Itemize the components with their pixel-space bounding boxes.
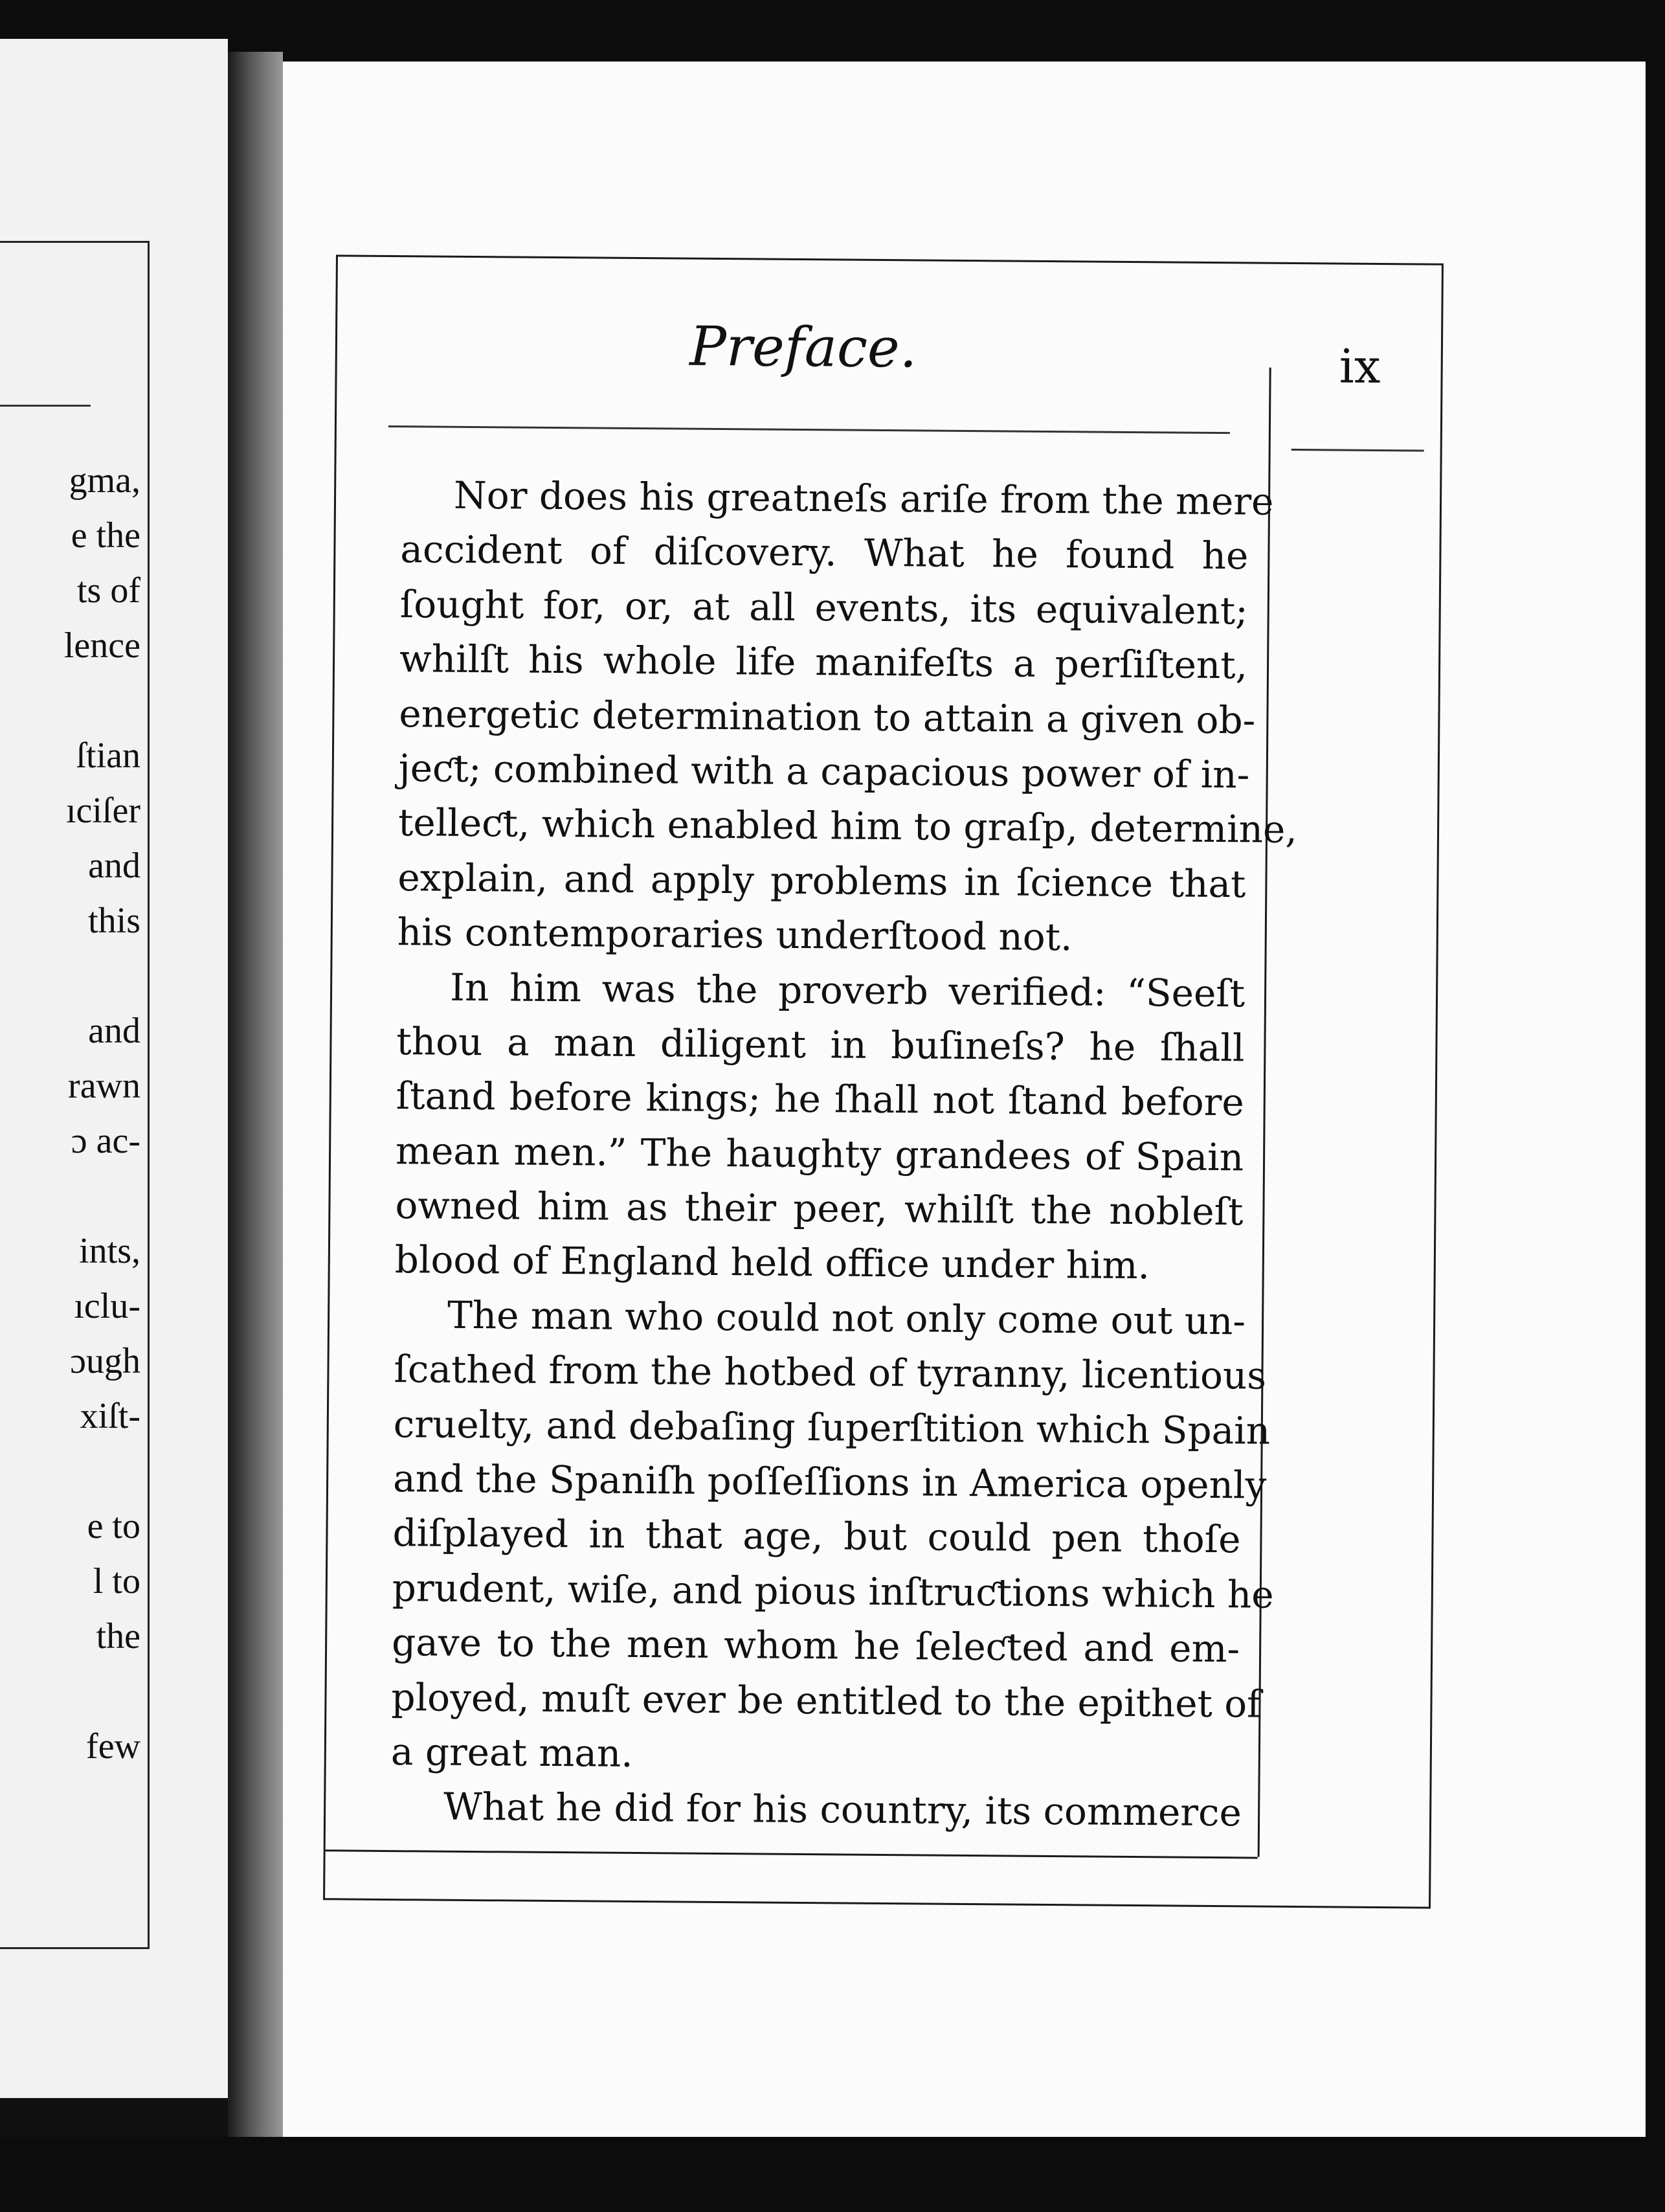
text-line: owned him as their peer, whilſt the nobleſt — [395, 1183, 1244, 1234]
left-page-line — [64, 1444, 140, 1499]
text-line: gave to the men whom he ſeleƈted and em- — [391, 1620, 1240, 1671]
left-page-line: gma, — [69, 460, 140, 501]
text-line: The man who could not only come out un- — [447, 1292, 1246, 1344]
book-gutter — [228, 52, 283, 2150]
text-line: ſtand before kings; he ſhall not ſtand before — [396, 1074, 1245, 1125]
text-line: and the Spaniſh poſſeſſions in America openly — [392, 1456, 1267, 1507]
text-line: whilſt his whole life manifeſts a perſiſtent, — [399, 637, 1248, 688]
left-page-line: xiſt- — [80, 1396, 140, 1436]
text-line: accident of diſcovery. What he found he — [400, 527, 1249, 578]
text-line: jeƈt; combined with a capacious power of in- — [398, 746, 1250, 797]
left-page-line: ıciſer — [65, 791, 140, 831]
left-page-line: e to — [87, 1506, 140, 1546]
scan-border-bottom — [0, 2137, 1665, 2212]
left-page-line: ɔ ac- — [71, 1121, 140, 1161]
text-line: prudent, wiſe, and pious inſtruƈtions which he — [392, 1565, 1274, 1617]
left-page-head-rule — [0, 405, 91, 407]
left-page-line: rawn — [68, 1066, 140, 1106]
text-line: energetic determination to attain a given ob- — [399, 691, 1256, 743]
text-line: diſplayed in that age, but could pen thoſe — [392, 1511, 1241, 1562]
text-block-bottom-rule — [326, 1849, 1258, 1858]
page-ix — [283, 62, 1646, 2137]
text-line: What he did for his country, its commerce — [443, 1785, 1242, 1835]
left-page-line — [64, 673, 140, 728]
left-page-line: l to — [93, 1561, 140, 1601]
left-page-line: and — [88, 1011, 140, 1051]
text-line: ployed, muſt ever be entitled to the epithet of — [391, 1675, 1261, 1726]
left-page-line: few — [86, 1726, 140, 1766]
text-line: Nor does his greatneſs ariſe from the mere — [453, 473, 1274, 524]
left-page-line: the — [96, 1616, 140, 1656]
text-line: explain, and apply problems in ſcience that — [397, 855, 1246, 907]
text-line: thou a man diligent in buſineſs? he ſhall — [396, 1019, 1245, 1070]
head-rule — [388, 425, 1230, 434]
text-line: cruelty, and debaſing ſuperſtition which Spain — [393, 1401, 1271, 1453]
text-line: ſcathed from the hotbed of tyranny, licentious — [394, 1347, 1267, 1398]
folio-rule — [1291, 449, 1424, 452]
left-page-line: ſtian — [76, 736, 140, 776]
left-page-text — [64, 453, 140, 1774]
text-line: In him was the proverb verified: “Seeſt — [449, 965, 1246, 1015]
left-page-line — [64, 1169, 140, 1224]
left-page-line — [64, 1664, 140, 1719]
left-page-line: ɔugh — [70, 1341, 140, 1381]
body-text — [390, 468, 1298, 1840]
left-page-line — [64, 949, 140, 1004]
page-frame — [323, 254, 1444, 1908]
left-page-line: this — [88, 901, 140, 941]
page-number: ix — [1339, 339, 1381, 394]
text-line: mean men.” The haughty grandees of Spain — [395, 1128, 1244, 1180]
left-page-line: and — [88, 846, 140, 886]
left-page-line: ints, — [79, 1231, 140, 1271]
left-page-line: lence — [63, 626, 140, 666]
text-line: blood of England held office under him. — [394, 1237, 1150, 1288]
left-page-line: ıclu- — [74, 1286, 140, 1326]
text-line: his contemporaries underſtood not. — [397, 910, 1073, 960]
text-line: telleƈt, which enabled him to graſp, determine, — [397, 800, 1298, 852]
left-page-line: ts of — [77, 570, 140, 611]
left-page-line: e the — [71, 515, 140, 556]
text-line: ſought for, or, at all events, its equivalent; — [399, 581, 1248, 633]
text-line: a great man. — [390, 1730, 633, 1776]
running-title: Preface. — [689, 314, 917, 380]
facing-page-left — [0, 39, 228, 2098]
margin-divider-rule — [1258, 368, 1271, 1857]
scan-border-right — [1646, 0, 1665, 2212]
